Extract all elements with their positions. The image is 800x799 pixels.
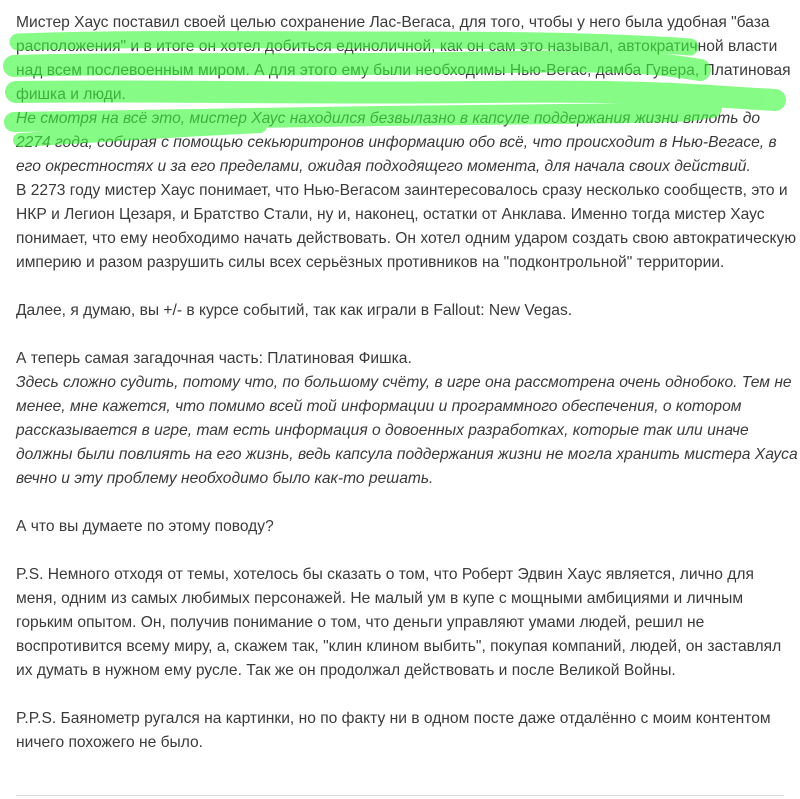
paragraph-pps: P.P.S. Баянометр ругался на картинки, но по факту ни в одном посте даже отдалённо с моим контентом ничего похожего не было. <box>16 710 771 751</box>
paragraph-fallout: Далее, я думаю, вы +/- в курсе событий, так как играли в Fallout: New Vegas. <box>16 302 573 319</box>
post-bottom-divider <box>16 795 784 796</box>
paragraph-gap <box>16 275 798 299</box>
paragraph-gap <box>16 683 798 707</box>
paragraph-2273: В 2273 году мистер Хаус понимает, что Нью-Вегасом заинтересовалось сразу несколько сообществ, это и НКР и Легион Цезаря, и Братство Стали, ну и, наконец, остатки от Анклава. Именно тогда мистер Хаус понимает, что ему необходимо начать действовать. Он хотел одним ударом создать свою автократическую империю и разом разрушить силы всех серьёзных противников на "подконтрольной" территории. <box>16 182 797 271</box>
post-body <box>16 11 798 755</box>
paragraph-intro: Мистер Хаус поставил своей целью сохранение Лас-Вегаса, для того, чтобы у него была удобная "база расположения" и в итоге он хотел добиться единоличной, как он сам это называл, автократичной власти над всем послевоенным миром. А для этого ему были необходимы Нью-Вегас, дамба Гувера, Платиновая фишка и люди. <box>16 14 791 103</box>
paragraph-italic-chip: Здесь сложно судить, потому что, по большому счёту, в игре она рассмотрена очень однобоко. Тем не менее, мне кажется, что помимо всей той информации и программного обеспечения, о котором рассказывается в игре, там есть информация о довоенных разработках, которые так или иначе должны были повлиять на его жизнь, ведь капсула поддержания жизни не могла хранить мистера Хауса вечно и эту проблему необходимо было как-то решать. <box>16 374 798 487</box>
paragraph-gap <box>16 323 798 347</box>
paragraph-ps: P.S. Немного отходя от темы, хотелось бы сказать о том, что Роберт Эдвин Хаус является, лично для меня, одним из самых любимых персонажей. Не малый ум в купе с мощными амбициями и личным горьким опытом. Он, получив понимание о том, что деньги управляют умами людей, решил не воспротивится всему миру, а, скажем так, "клин клином выбить", покупая компаний, людей, он заставлял их думать в нужном ему русле. Так же он продолжал действовать и после Великой Войны. <box>16 566 782 679</box>
paragraph-question: А что вы думаете по этому поводу? <box>16 518 274 535</box>
paragraph-gap <box>16 539 798 563</box>
paragraph-italic-capsule: Не смотря на всё это, мистер Хаус находился безвылазно в капсуле поддержания жизни вплоть до 2274 года, собирая с помощью секьюритронов информацию обо всё, что происходит в Нью-Вегасе, в его окрестностях и за его пределами, ожидая подходящего момента, для начала своих действий. <box>16 110 777 175</box>
paragraph-platinum-chip: А теперь самая загадочная часть: Платиновая Фишка. <box>16 350 412 367</box>
paragraph-gap <box>16 491 798 515</box>
